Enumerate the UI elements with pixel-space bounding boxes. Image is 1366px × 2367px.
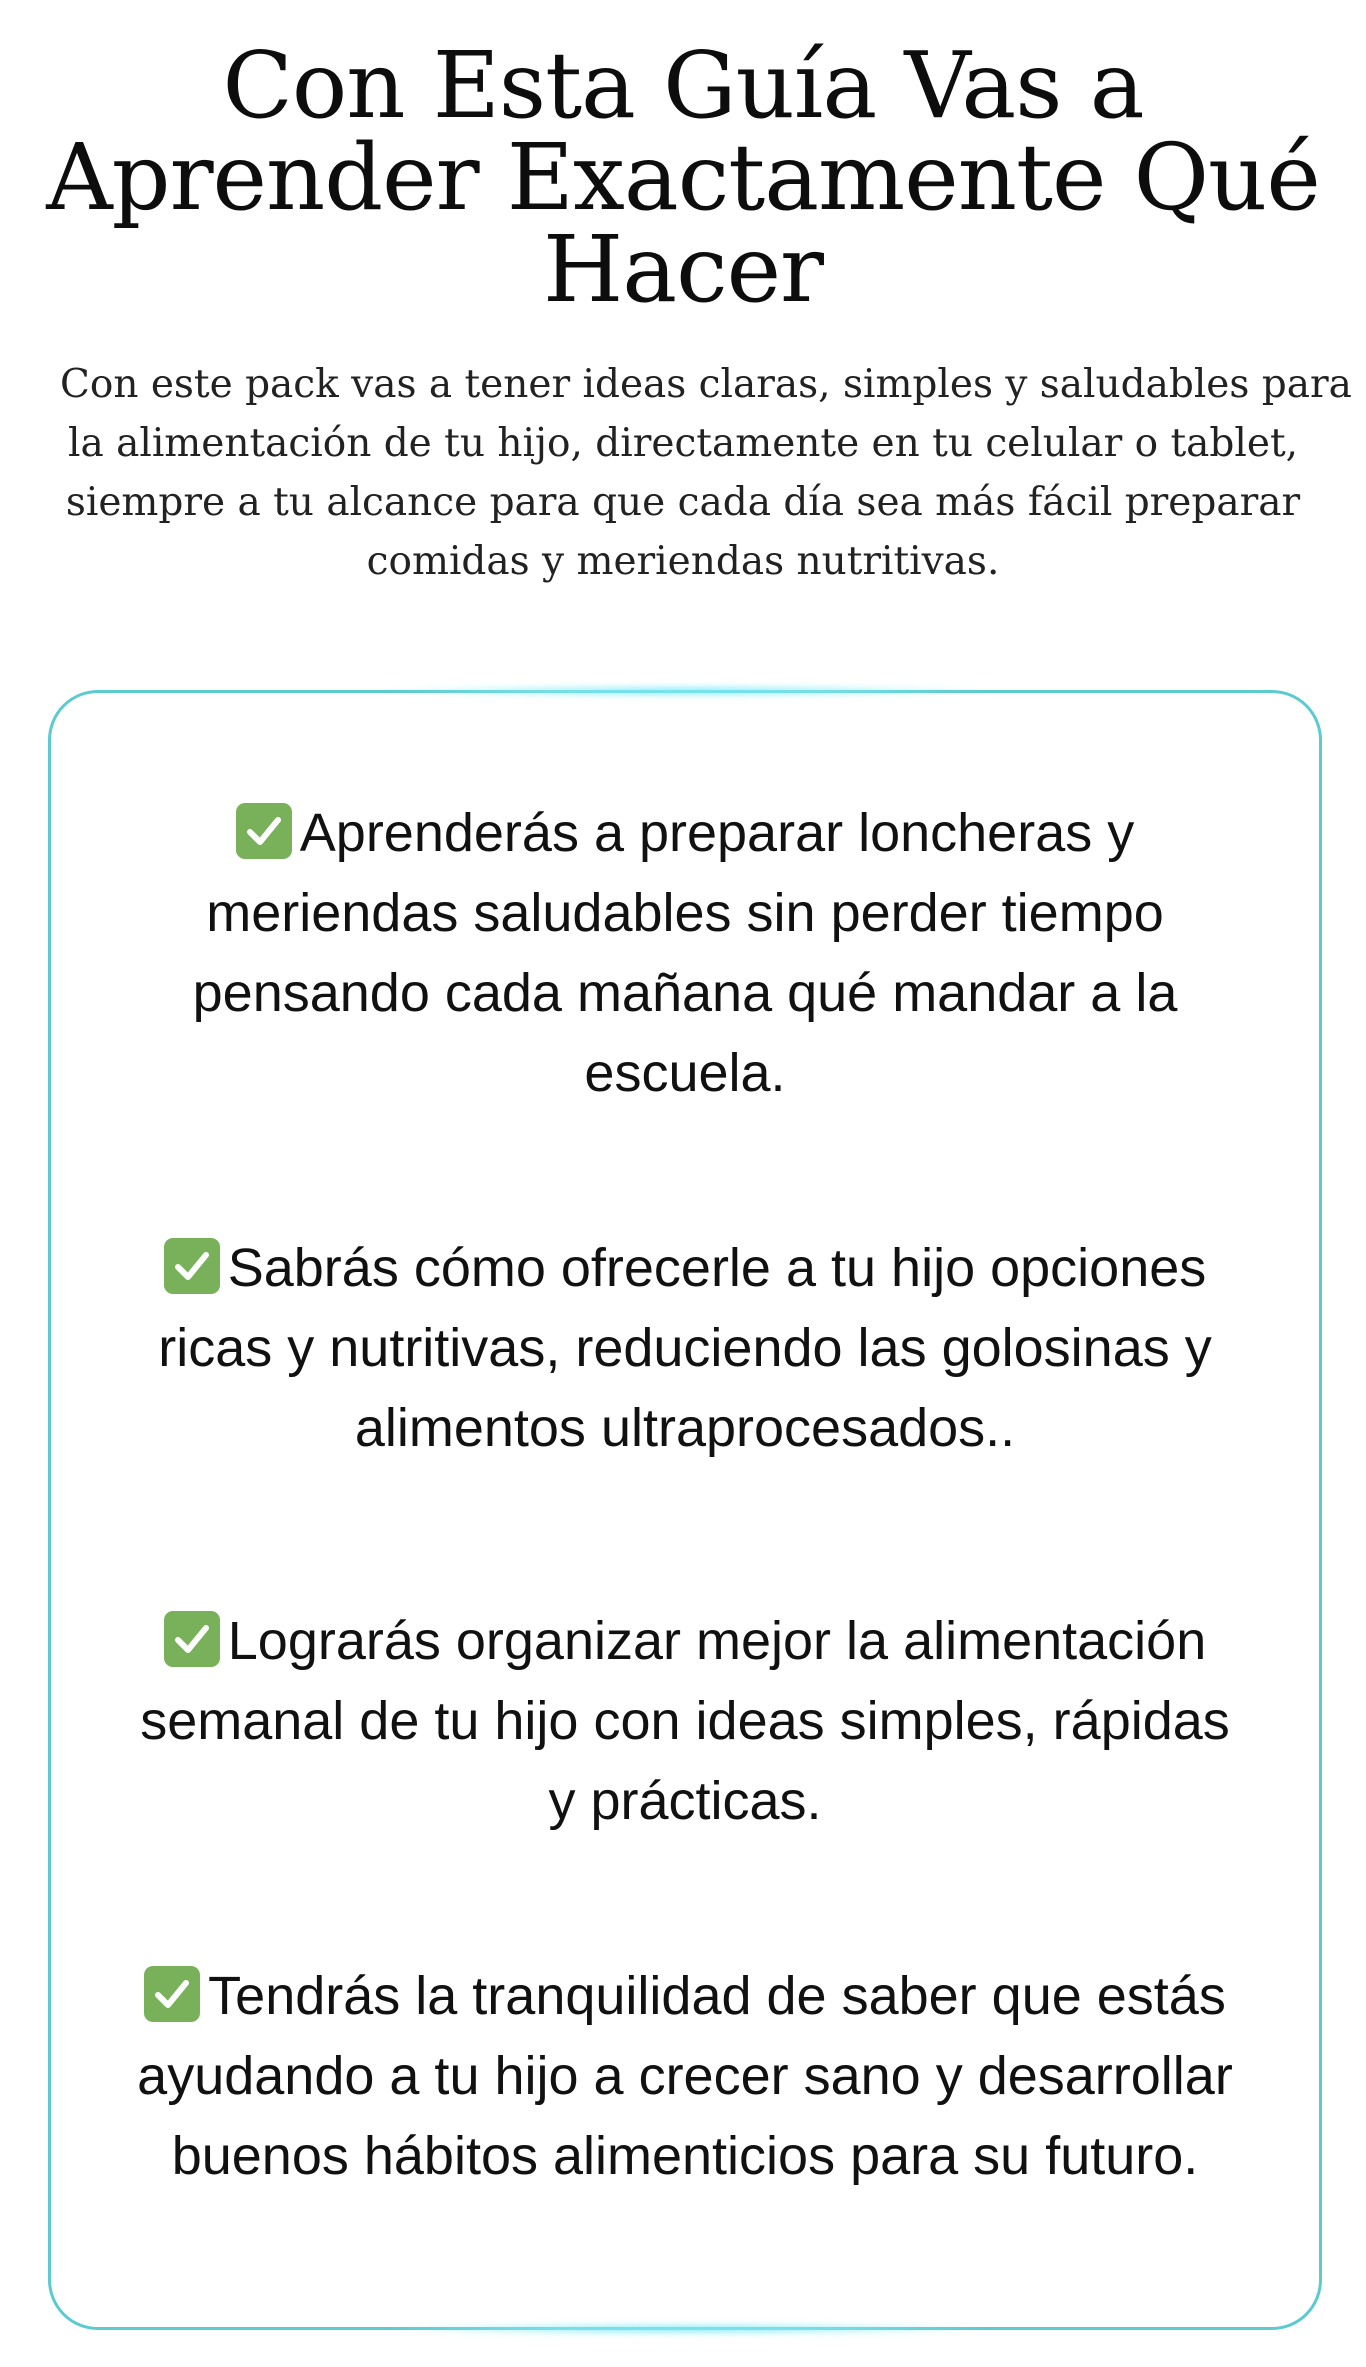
intro-paragraph: [60, 355, 1352, 591]
benefit-line: escuela.: [584, 1043, 786, 1103]
benefit-text: Sabrás cómo ofrecerle a tu hijo opciones: [227, 1238, 1207, 1298]
headline-line: Hacer: [542, 216, 824, 323]
check-mark-icon: [164, 1238, 220, 1294]
benefit-item: [51, 1228, 1319, 1468]
benefit-line-first: [51, 1228, 1319, 1308]
intro-line: siempre a tu alcance para que cada día sea más fácil preparar: [65, 480, 1301, 525]
card-bottom-glow: [381, 2323, 991, 2335]
intro-line: Con este pack vas a tener ideas claras, simples y saludables para: [60, 362, 1352, 407]
benefit-text: Tendrás la tranquilidad de saber que estás: [208, 1966, 1226, 2026]
check-mark-icon: [144, 1966, 200, 2022]
benefit-item: [51, 793, 1319, 1113]
intro-line: comidas y meriendas nutritivas.: [366, 539, 1000, 584]
benefits-card: [48, 690, 1322, 2330]
benefit-item: [51, 1601, 1319, 1841]
benefit-line: alimentos ultraprocesados..: [354, 1398, 1016, 1458]
benefit-line-first: [51, 1601, 1319, 1681]
headline-line: Con Esta Guía Vas a: [222, 32, 1144, 139]
benefit-text: Aprenderás a preparar loncheras y: [299, 803, 1135, 863]
benefit-line: y prácticas.: [548, 1771, 822, 1831]
benefit-line: ricas y nutritivas, reduciendo las golosinas y: [158, 1318, 1212, 1378]
benefit-line-first: [51, 1956, 1319, 2036]
page-headline: [0, 32, 1366, 323]
benefit-item: [51, 1956, 1319, 2196]
headline-line: Aprender Exactamente Qué: [46, 124, 1320, 231]
intro-line: la alimentación de tu hijo, directamente en tu celular o tablet,: [67, 421, 1299, 466]
benefit-text: Lograrás organizar mejor la alimentación: [227, 1611, 1207, 1671]
card-top-glow: [381, 685, 991, 697]
benefit-line: meriendas saludables sin perder tiempo: [206, 883, 1164, 943]
benefit-line: buenos hábitos alimenticios para su futuro.: [171, 2126, 1199, 2186]
benefit-line-first: [51, 793, 1319, 873]
benefit-line: ayudando a tu hijo a crecer sano y desarrollar: [137, 2046, 1233, 2106]
benefit-line: pensando cada mañana qué mandar a la: [192, 963, 1178, 1023]
check-mark-icon: [164, 1611, 220, 1667]
benefit-line: semanal de tu hijo con ideas simples, rápidas: [140, 1691, 1230, 1751]
check-mark-icon: [236, 803, 292, 859]
